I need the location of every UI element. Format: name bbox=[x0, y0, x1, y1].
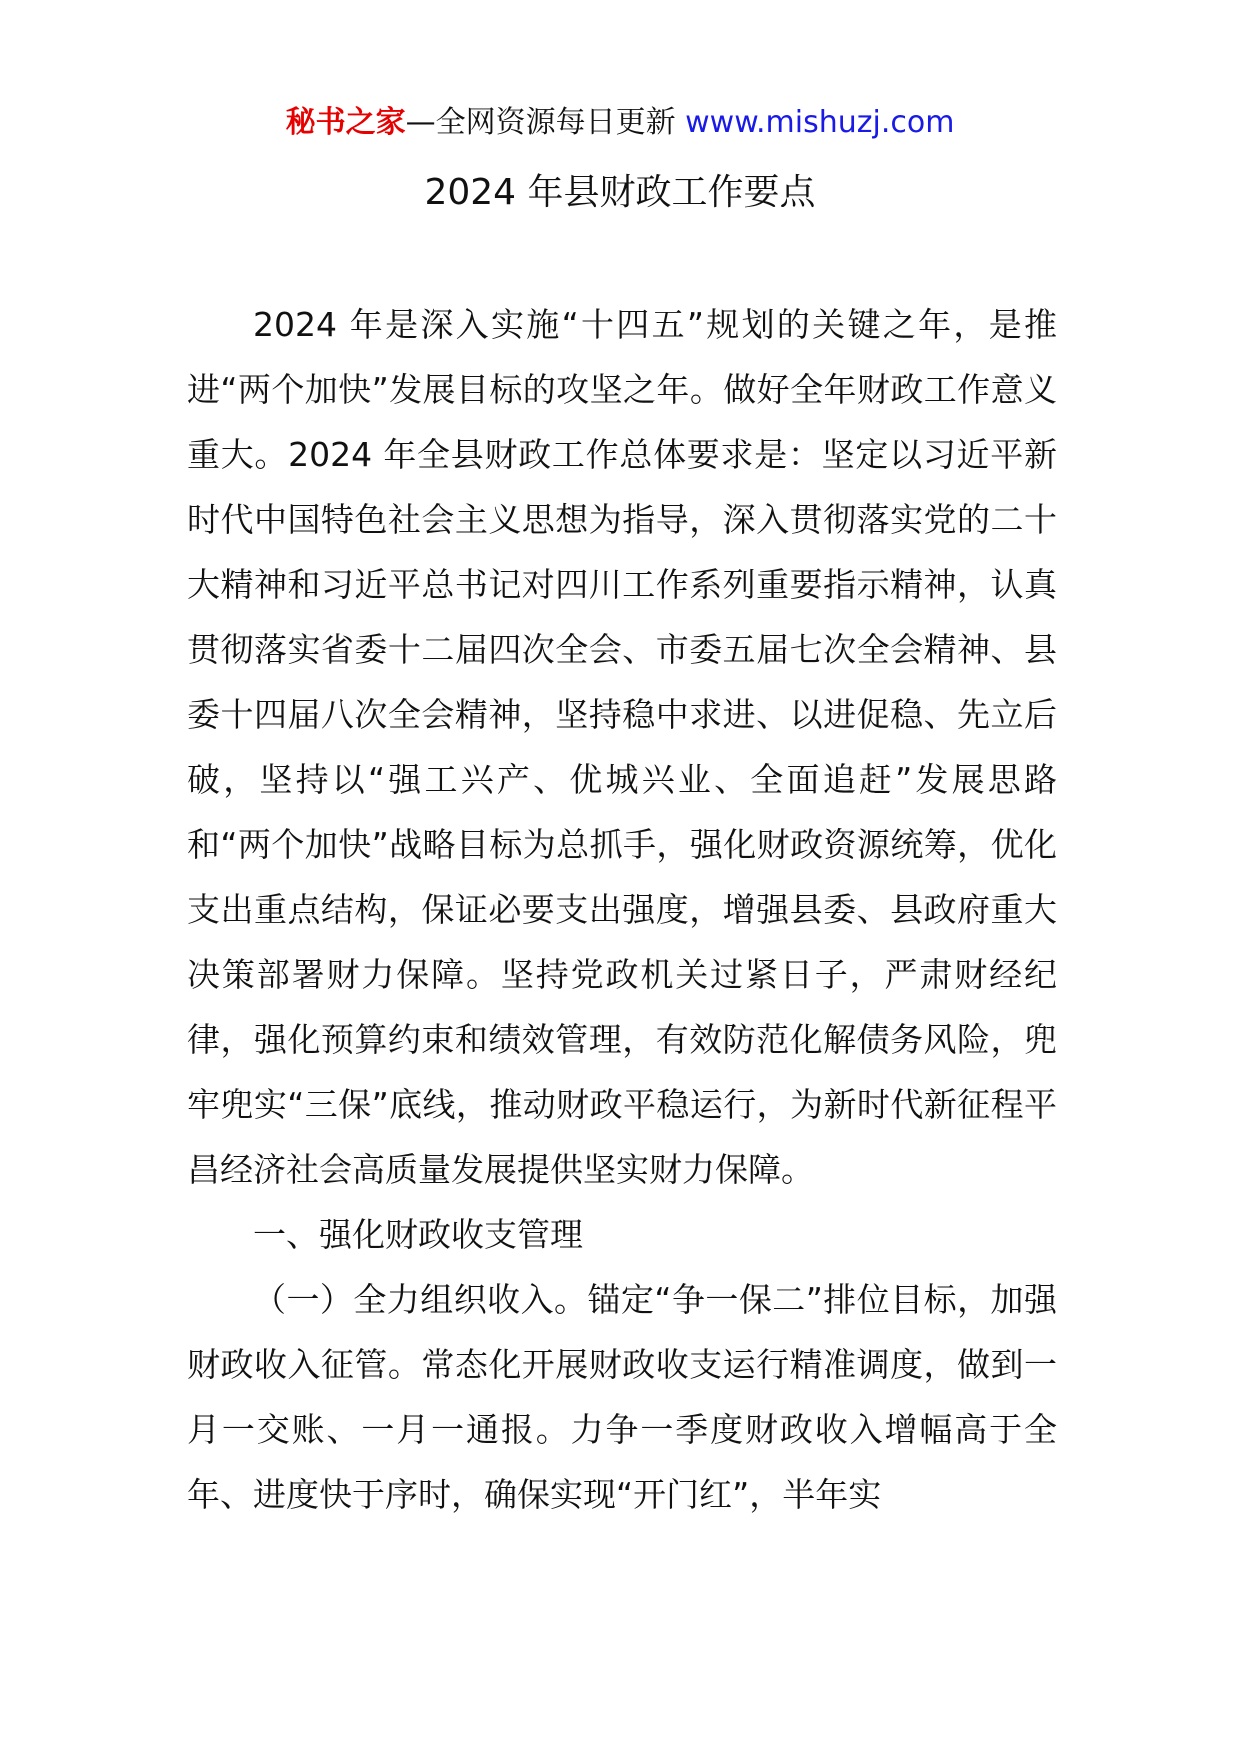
site-name: 秘书之家 bbox=[285, 105, 406, 140]
document-body bbox=[187, 292, 1057, 1527]
document-title: 2024 年县财政工作要点 bbox=[424, 172, 816, 213]
site-url-link[interactable]: www.mishuzj.com bbox=[685, 105, 955, 140]
site-tagline: —全网资源每日更新 bbox=[405, 105, 686, 140]
watermark-header bbox=[0, 103, 1240, 143]
intro-paragraph: 2024 年是深入实施“十四五”规划的关键之年，是推进“两个加快”发展目标的攻坚之年。做好全年财政工作意义重大。2024 年全县财政工作总体要求是：坚定以习近平新时代中国特色社会主义思想为指导，深入贯彻落实党的二十大精神和习近平总书记对四川工作系列重要指示精神，认真贯彻落实省委十二届四次全会、市委五届七次全会精神、县委十四届八次全会精神，坚持稳中求进、以进促稳、先立后破，坚持以“强工兴产、优城兴业、全面追赶”发展思路和“两个加快”战略目标为总抓手，强化财政资源统筹，优化支出重点结构，保证必要支出强度，增强县委、县政府重大决策部署财力保障。坚持党政机关过紧日子，严肃财经纪律，强化预算约束和绩效管理，有效防范化解债务风险，兜牢兜实“三保”底线，推动财政平稳运行，为新时代新征程平昌经济社会高质量发展提供坚实财力保障。 bbox=[187, 305, 1057, 1189]
section-paragraph: （一）全力组织收入。锚定“争一保二”排位目标，加强财政收入征管。常态化开展财政收支运行精准调度，做到一月一交账、一月一通报。力争一季度财政收入增幅高于全年、进度快于序时，确保实现“开门红”，半年实 bbox=[187, 1280, 1057, 1514]
section-heading: 一、强化财政收支管理 bbox=[253, 1215, 583, 1254]
